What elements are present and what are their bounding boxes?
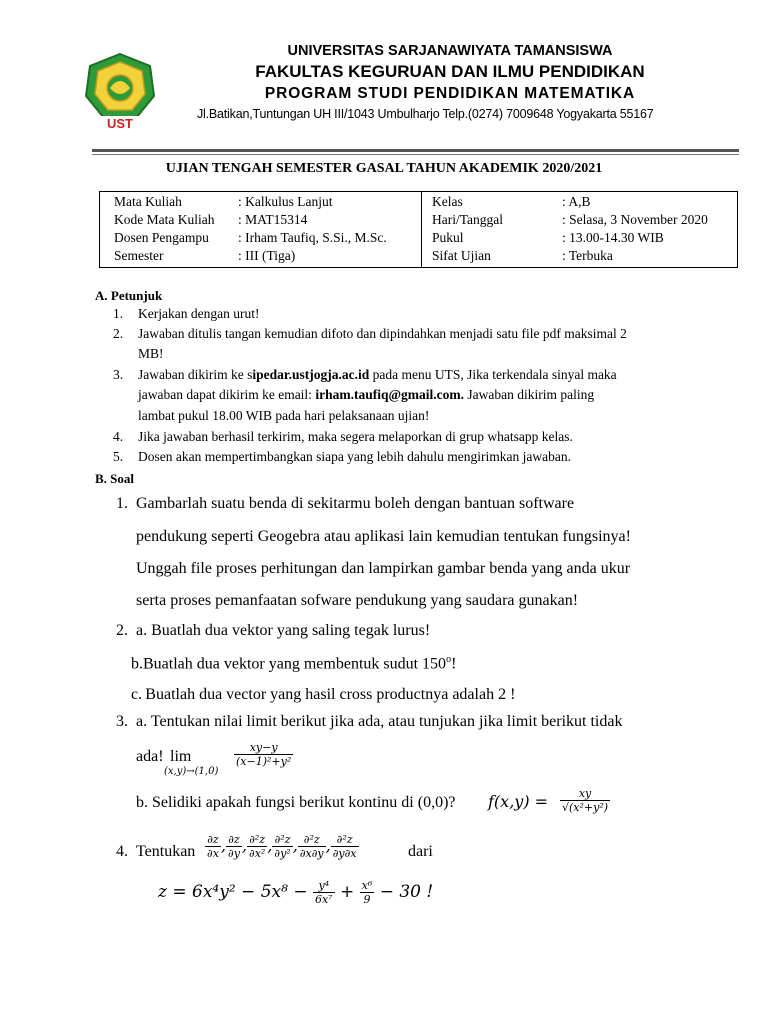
- limit-fraction: [234, 741, 293, 768]
- question-line: Gambarlah suatu benda di sekitarmu boleh dengan bantuan software: [136, 495, 575, 512]
- fraction-numerator: ∂z: [205, 833, 221, 847]
- exam-info-table: [99, 191, 738, 268]
- fraction-denominator: ∂y²: [274, 847, 291, 860]
- instruction-line: Jika jawaban berhasil terkirim, maka segera melaporkan di grup whatsapp kelas.: [138, 429, 573, 444]
- function-fraction: [560, 787, 610, 814]
- header-rule: [92, 149, 739, 152]
- instruction-line: lambat pukul 18.00 WIB pada hari pelaksanaan ujian!: [138, 408, 430, 423]
- instruction-text: jawaban dapat dikirim ke email:: [138, 387, 316, 402]
- faculty-name: FAKULTAS KEGURUAN DAN ILMU PENDIDIKAN: [255, 62, 645, 81]
- fraction-denominator: ∂x: [207, 847, 219, 860]
- function-expression: f(x,y) =: [488, 792, 549, 811]
- info-value: : Selasa, 3 November 2020: [562, 212, 708, 227]
- instruction-text: pada menu UTS, Jika terkendala sinyal maka: [369, 367, 617, 382]
- equation-part: z = 6x⁴y² − 5x⁸ −: [158, 882, 308, 902]
- question-line: [131, 654, 456, 673]
- fraction-numerator: y⁴: [313, 879, 335, 893]
- question-number: 1.: [116, 495, 128, 512]
- question-line: a. Tentukan nilai limit berikut jika ada, atau tunjukan jika limit berikut tidak: [136, 713, 623, 730]
- info-label: Kode Mata Kuliah: [114, 212, 215, 227]
- logo-text: UST: [107, 116, 133, 131]
- question-text: b.Buatlah dua vektor yang membentuk sudut 150: [131, 655, 447, 673]
- info-label: Semester: [114, 248, 164, 263]
- info-label: Dosen Pengampu: [114, 230, 209, 245]
- fraction-numerator: xy−y: [234, 741, 293, 755]
- info-label: Hari/Tanggal: [432, 212, 504, 227]
- question-line: serta proses pemanfaatan sofware pendukung yang saudara gunakan!: [136, 592, 579, 609]
- fraction-numerator: ∂²z: [272, 833, 292, 847]
- list-number: 1.: [113, 306, 124, 321]
- section-heading-petunjuk: A. Petunjuk: [95, 288, 163, 303]
- fraction-numerator: ∂z: [226, 833, 242, 847]
- fraction-denominator: 6x⁷: [314, 893, 333, 906]
- instruction-text: Jawaban dikirim ke s: [138, 367, 253, 382]
- list-number: 2.: [113, 326, 124, 341]
- derivative-list: $\frac{\partial z}{\partial x}$ , $\frac{\partial z}{\partial y}$ , $\frac{\text{∂²z}}{\text{∂x²}}$ , $\frac{\text{∂²z}}{\text{∂y²}}$ , $\frac{\text{∂²z}}{\partial x\partial y}$ , $\frac{\text{∂²z}}{\partial y\partial x}$: [207, 833, 357, 860]
- instruction-line: Jawaban ditulis tangan kemudian difoto dan dipindahkan menjadi satu file pdf maksimal 2: [138, 326, 627, 341]
- info-value: : Kalkulus Lanjut: [238, 194, 333, 209]
- equation: [158, 879, 433, 906]
- section-heading-soal: B. Soal: [95, 471, 135, 486]
- info-value: : III (Tiga): [238, 248, 296, 263]
- instruction-line: MB!: [138, 346, 164, 361]
- email-link[interactable]: irham.taufiq@gmail.com.: [315, 387, 464, 402]
- question-text: !: [451, 655, 457, 673]
- degree-mark: o: [446, 654, 452, 665]
- program-name: PROGRAM STUDI PENDIDIKAN MATEMATIKA: [264, 85, 636, 102]
- fraction-denominator: (x−1)²+y²: [236, 755, 292, 768]
- instruction-line: Dosen akan mempertimbangkan siapa yang lebih dahulu mengirimkan jawaban.: [138, 449, 571, 464]
- info-label: Pukul: [432, 230, 464, 245]
- equation-part: − 30 !: [379, 882, 434, 902]
- info-value: : A,B: [562, 194, 591, 209]
- fraction-denominator: ∂x∂y: [299, 847, 324, 860]
- instruction-line: [138, 367, 617, 383]
- list-number: 5.: [113, 449, 124, 464]
- info-value: : Terbuka: [562, 248, 613, 263]
- info-value: : Irham Taufiq, S.Si., M.Sc.: [238, 230, 387, 245]
- exam-title: UJIAN TENGAH SEMESTER GASAL TAHUN AKADEMIK 2020/2021: [165, 161, 603, 176]
- question-line: c. Buatlah dua vector yang hasil cross productnya adalah 2 !: [131, 686, 516, 703]
- fraction-denominator: ∂y∂x: [332, 847, 357, 860]
- info-value: : MAT15314: [238, 212, 308, 227]
- fraction-numerator: ∂²z: [298, 833, 326, 847]
- question-number: 3.: [116, 713, 128, 730]
- fraction-denominator: ∂x²: [249, 847, 266, 860]
- list-number: 4.: [113, 429, 124, 444]
- fraction-numerator: x⁶: [361, 879, 373, 892]
- question-line: pendukung seperti Geogebra atau aplikasi lain kemudian tentukan fungsinya!: [136, 528, 631, 545]
- university-name: UNIVERSITAS SARJANAWIYATA TAMANSISWA: [287, 43, 613, 59]
- info-label: Kelas: [432, 194, 463, 209]
- info-label: Sifat Ujian: [432, 248, 491, 263]
- address: Jl.Batikan,Tuntungan UH III/1043 Umbulharjo Telp.(0274) 7009648 Yogyakarta 55167: [197, 107, 654, 121]
- table-divider: [421, 192, 422, 267]
- question-number: 4.: [116, 843, 128, 860]
- fraction-denominator: ∂y: [228, 847, 240, 860]
- fraction-numerator: ∂²z: [331, 833, 359, 847]
- fraction-denominator: √(x²+y²): [562, 801, 609, 814]
- info-value: : 13.00-14.30 WIB: [562, 230, 664, 245]
- fraction-denominator: 9: [363, 893, 371, 906]
- submission-link[interactable]: ipedar.ustjogja.ac.id: [252, 367, 370, 382]
- question-line: ada!: [136, 748, 164, 765]
- question-line: Tentukan: [136, 843, 196, 860]
- question-number: 2.: [116, 622, 128, 639]
- limit-operator: lim: [170, 748, 192, 765]
- info-label: Mata Kuliah: [114, 194, 182, 209]
- equation-part: +: [340, 882, 355, 902]
- instruction-line: [138, 387, 594, 403]
- header-rule-thin: [92, 154, 739, 155]
- limit-subscript: (x,y)→(1,0): [164, 766, 219, 777]
- instruction-text: Jawaban dikirim paling: [464, 387, 595, 402]
- instruction-line: Kerjakan dengan urut!: [138, 306, 260, 321]
- fraction-numerator: xy: [560, 787, 610, 801]
- fraction-numerator: ∂²z: [247, 833, 267, 847]
- question-line: dari: [408, 843, 433, 860]
- question-line: a. Buatlah dua vektor yang saling tegak lurus!: [136, 622, 431, 639]
- question-line: b. Selidiki apakah fungsi berikut kontinu di (0,0)?: [136, 794, 456, 811]
- list-number: 3.: [113, 367, 124, 382]
- question-line: Unggah file proses perhitungan dan lampirkan gambar benda yang anda ukur: [136, 560, 631, 577]
- ust-logo: [84, 52, 156, 132]
